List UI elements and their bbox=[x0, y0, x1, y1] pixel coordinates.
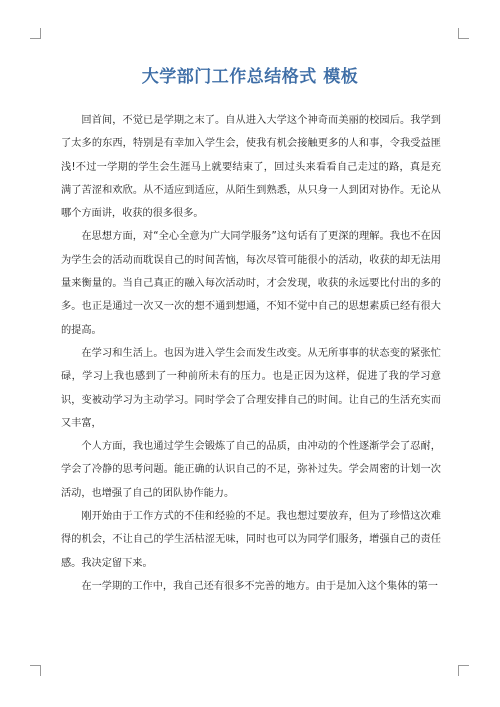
paragraph-6: 在一学期的工作中，我自己还有很多不完善的地方。由于是加入这个集体的第一 bbox=[81, 580, 438, 592]
document-title: 大学部门工作总结格式 模板 bbox=[141, 67, 359, 87]
paragraph-2: 在思想方面，对“全心全意为广大同学服务”这句话有了更深的理解。我也不在因为学生会的活动而耽误自己的时间苦恼，每次尽管可能很小的活动，收获的却无法用量来衡量的。当自己真正的融入每次活动时，才会发现，收获的永远要比付出的多的多。也正是通过一次又一次的想不通到想通，不知不觉中自己的思想素质已经有很大的提高。 bbox=[61, 231, 441, 336]
page-corner-mark-top-left bbox=[30, 28, 41, 39]
paragraph-5: 刚开始由于工作方式的不佳和经验的不足。我也想过要放弃，但为了珍惜这次难得的机会，不让自己的学生活枯涩无味，同时也可以为同学们服务，增强自己的责任感。我决定留下来。 bbox=[61, 511, 441, 569]
paragraph-3: 在学习和生活上。也因为进入学生会而发生改变。从无所事事的状态变的紧张忙碌，学习上我也感到了一种前所未有的压力。也是正因为这样，促进了我的学习意识，变被动学习为主动学习。同时学会了合理安排自己的时间。让自己的生活充实而又丰富， bbox=[61, 347, 441, 429]
page-corner-mark-bottom-left bbox=[30, 665, 41, 676]
page-corner-mark-bottom-right bbox=[458, 665, 469, 676]
paragraph-1: 回首间，不觉已是学期之末了。自从进入大学这个神奇而美丽的校园后。我学到了太多的东西，特别是有幸加入学生会，使我有机会接触更多的人和事，令我受益匪浅!不过一学期的学生会生涯马上就要结束了，回过头来看看自己走过的路，真是充满了苦涩和欢欣。从不适应到适应，从陌生到熟悉，从只身一人到团对协作。无论从哪个方面讲，收获的很多很多。 bbox=[61, 115, 441, 220]
document-body bbox=[61, 109, 441, 598]
page-corner-mark-top-right bbox=[458, 28, 469, 39]
paragraph-4: 个人方面，我也通过学生会锻炼了自己的品质，由冲动的个性逐渐学会了忍耐，学会了冷静的思考问题。能正确的认识自己的不足，弥补过失。学会周密的计划一次活动，也增强了自己的团队协作能力。 bbox=[61, 441, 441, 499]
